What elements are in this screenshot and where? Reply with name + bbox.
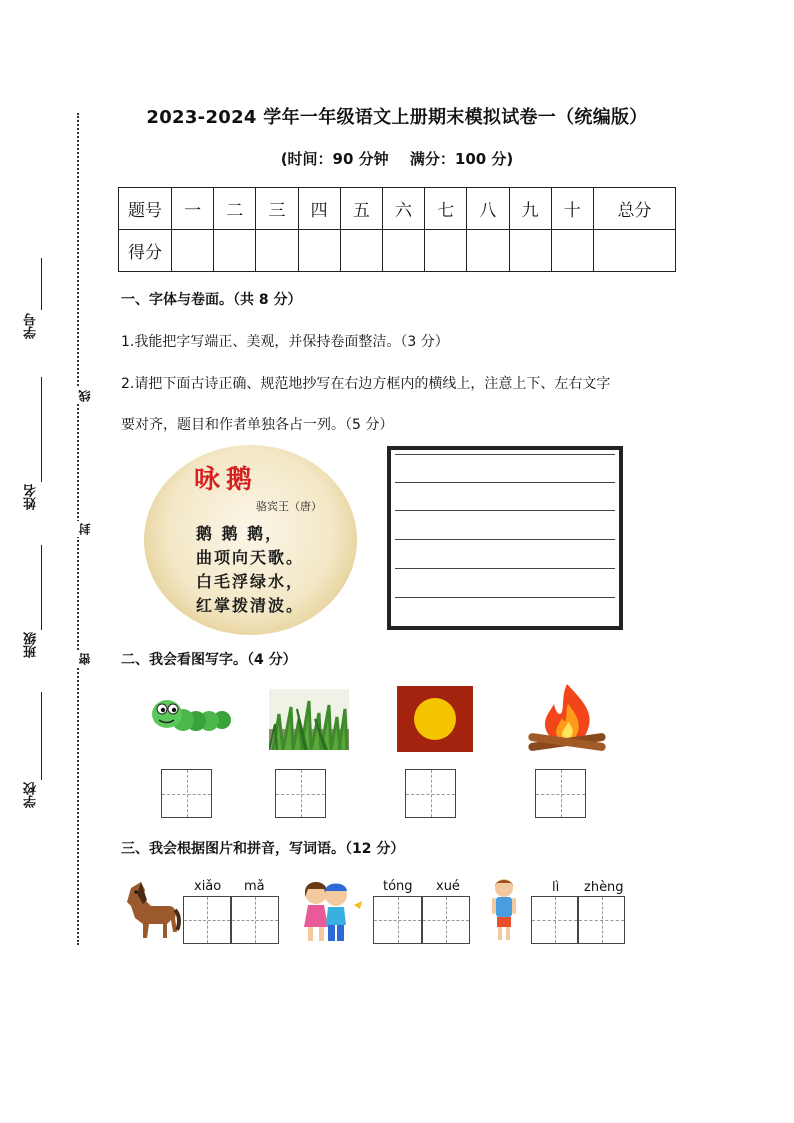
children-icon	[296, 875, 368, 947]
writing-line	[395, 454, 615, 455]
table-cell: 一	[172, 188, 214, 230]
caterpillar-icon	[150, 690, 232, 742]
writing-line	[395, 539, 615, 540]
name-label: 姓名	[24, 484, 39, 510]
exam-title: 2023-2024 学年一年级语文上册期末模拟试卷一（统编版）	[146, 107, 648, 128]
score-table-score-row	[119, 230, 676, 272]
poem-title: 咏鹅	[194, 465, 259, 495]
writing-grid-box[interactable]	[373, 896, 422, 944]
writing-grid-box[interactable]	[275, 769, 326, 818]
table-cell: 总分	[593, 188, 675, 230]
student-no-blank[interactable]	[41, 258, 42, 310]
writing-grid-box[interactable]	[405, 769, 456, 818]
table-cell: 四	[298, 188, 340, 230]
score-cell[interactable]	[425, 230, 467, 272]
table-cell: 题号	[119, 188, 172, 230]
score-table	[118, 187, 676, 272]
score-cell[interactable]	[593, 230, 675, 272]
table-cell: 得分	[119, 230, 172, 272]
table-cell: 五	[340, 188, 382, 230]
school-label: 学校	[24, 782, 39, 808]
section2-heading: 二、我会看图写字。（4 分）	[121, 652, 297, 668]
score-table-header-row	[119, 188, 676, 230]
section3-heading: 三、我会根据图片和拼音，写词语。（12 分）	[121, 841, 405, 857]
poem-line: 白毛浮绿水，	[196, 572, 305, 591]
sun-icon	[397, 686, 473, 752]
writing-grid-box[interactable]	[183, 896, 231, 944]
writing-grid-box[interactable]	[422, 896, 470, 944]
full-score: 满分：100 分)	[409, 150, 514, 168]
table-cell: 九	[509, 188, 551, 230]
pinyin: xiǎo	[194, 879, 222, 894]
table-cell: 三	[256, 188, 298, 230]
name-blank[interactable]	[41, 377, 42, 482]
section1-item1: 1.我能把字写端正、美观，并保持卷面整洁。（3 分）	[121, 334, 449, 350]
writing-line	[395, 482, 615, 483]
line-mark: 线	[78, 390, 92, 402]
section1-heading: 一、字体与卷面。（共 8 分）	[121, 292, 302, 308]
school-blank[interactable]	[41, 692, 42, 780]
score-cell[interactable]	[298, 230, 340, 272]
pinyin: zhèng	[584, 880, 624, 895]
writing-line	[395, 510, 615, 511]
table-cell: 六	[382, 188, 424, 230]
table-cell: 八	[467, 188, 509, 230]
poem-line: 鹅 鹅 鹅，	[196, 524, 284, 543]
boy-icon	[489, 876, 519, 944]
writing-grid-box[interactable]	[578, 896, 625, 944]
horse-icon	[121, 878, 181, 944]
section1-item2-line1: 2.请把下面古诗正确、规范地抄写在右边方框内的横线上，注意上下、左右文字	[121, 376, 611, 392]
table-cell: 二	[214, 188, 256, 230]
pinyin: xué	[436, 879, 460, 894]
section1-item2-line2: 要对齐，题目和作者单独各占一列。（5 分）	[121, 417, 394, 433]
poem-illustration	[144, 445, 357, 635]
grass-icon	[269, 689, 349, 750]
pinyin: lì	[552, 880, 560, 895]
score-cell[interactable]	[340, 230, 382, 272]
score-cell[interactable]	[214, 230, 256, 272]
poem-line: 曲项向天歌。	[196, 548, 305, 567]
class-label: 班级	[24, 632, 39, 658]
score-cell[interactable]	[509, 230, 551, 272]
score-cell[interactable]	[467, 230, 509, 272]
score-cell[interactable]	[172, 230, 214, 272]
poem-line: 红掌拨清波。	[196, 596, 305, 615]
score-cell[interactable]	[551, 230, 593, 272]
score-cell[interactable]	[382, 230, 424, 272]
writing-line	[395, 568, 615, 569]
exam-subtitle	[118, 148, 676, 169]
time-limit: (时间：90 分钟	[280, 150, 389, 168]
writing-line	[395, 597, 615, 598]
fire-icon	[524, 682, 610, 754]
writing-grid-box[interactable]	[231, 896, 279, 944]
pinyin: tóng	[383, 879, 413, 894]
secret-mark: 密	[78, 653, 92, 665]
seal-mark: 封	[78, 523, 92, 535]
writing-grid-box[interactable]	[535, 769, 586, 818]
poem-copy-box[interactable]	[387, 446, 623, 630]
writing-grid-box[interactable]	[531, 896, 578, 944]
class-blank[interactable]	[41, 545, 42, 630]
writing-grid-box[interactable]	[161, 769, 212, 818]
student-no-label: 学号	[24, 313, 39, 339]
table-cell: 十	[551, 188, 593, 230]
score-cell[interactable]	[256, 230, 298, 272]
poem-author: 骆宾王（唐）	[256, 500, 322, 513]
pinyin: mǎ	[244, 879, 265, 894]
table-cell: 七	[425, 188, 467, 230]
